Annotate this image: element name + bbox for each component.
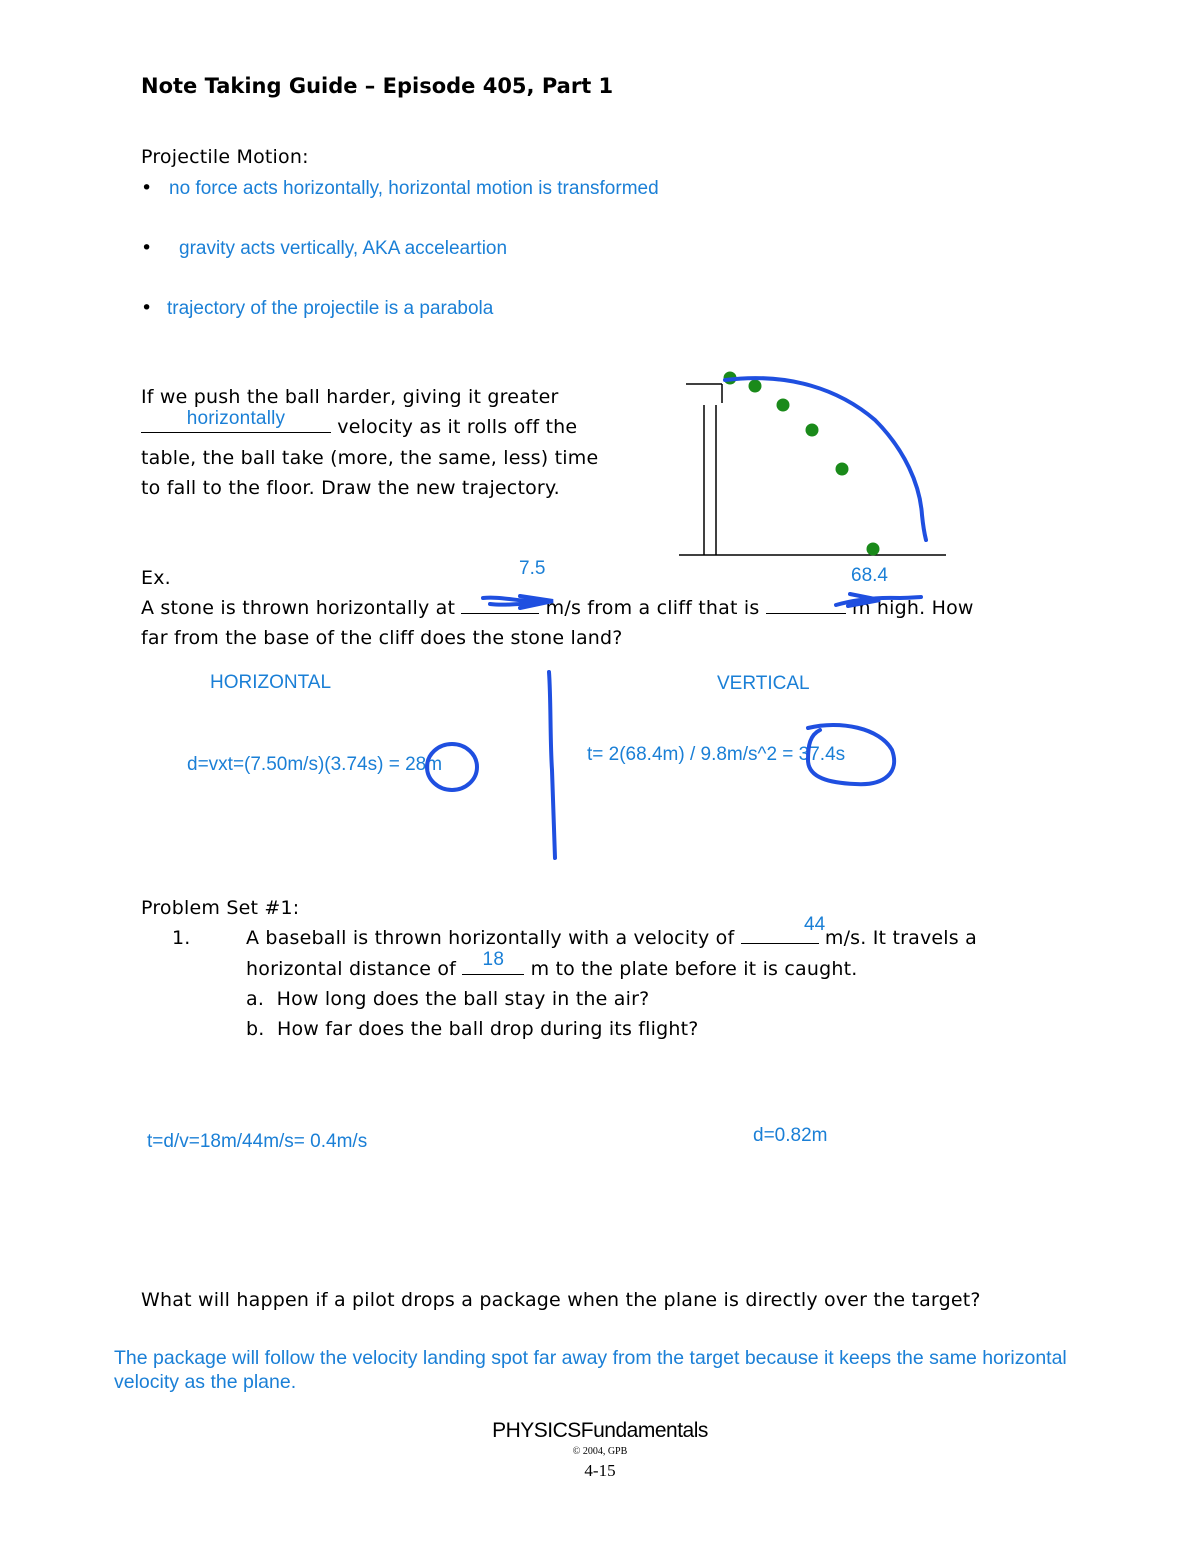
trajectory-dot [777,399,790,412]
bullet-2-text: gravity acts vertically, AKA acceleartion [179,238,508,259]
trajectory-dot [867,543,880,556]
vertical-work: t= 2(68.4m) / 9.8m/s^2 = 37.4s [587,744,846,765]
example-text-b: m/s from a cliff that is [545,597,760,619]
speed-scribble [483,596,553,608]
bullet-1-text: no force acts horizontally, horizontal motion is transformed [169,178,659,199]
trajectory-dots [724,372,880,556]
circle-horizontal-answer [427,744,477,790]
speed-answer: 7.5 [519,558,546,579]
pilot-answer-line-1: The package will follow the velocity landing spot far away from the target because it keeps the same horizontal [114,1347,1067,1369]
footer-page-number: 4-15 [584,1461,616,1480]
horizontally-answer: horizontally [186,408,286,429]
question-a-label: a. [246,988,265,1010]
bullet-symbol: • [141,237,153,259]
velocity-answer: 44 [804,914,826,935]
question-b-label: b. [246,1018,265,1040]
horizontal-work: d=vxt=(7.50m/s)(3.74s) = 28m [187,754,443,775]
problem-text-c: horizontal distance of [246,958,457,980]
problem-text-a: A baseball is thrown horizontally with a velocity of [246,927,735,949]
vertical-heading: VERTICAL [717,673,810,694]
footer-copyright: © 2004, GPB [572,1446,628,1457]
trajectory-dot [749,380,762,393]
push-line-4: to fall to the floor. Draw the new trajectory. [141,477,560,499]
footer-brand: PHYSICSFundamentals [492,1419,708,1442]
bullet-3-text: trajectory of the projectile is a parabola [167,298,494,319]
pilot-answer-line-2: velocity as the plane. [114,1371,297,1393]
distance-answer: 18 [482,949,505,970]
page-title: Note Taking Guide – Episode 405, Part 1 [141,74,614,98]
question-a-text: How long does the ball stay in the air? [276,988,650,1010]
question-b-text: How far does the ball drop during its flight? [277,1018,699,1040]
example-text-c: m high. How [851,597,974,619]
example-line-2: far from the base of the cliff does the stone land? [141,627,623,649]
circle-vertical-answer [808,725,894,784]
trajectory-dot [836,463,849,476]
example-text-a: A stone is thrown horizontally at [141,597,456,619]
problem-text-b: m/s. It travels a [824,927,977,949]
trajectory-dot [806,424,819,437]
horizontal-heading: HORIZONTAL [210,672,332,693]
height-scribble [836,594,921,606]
bullet-symbol: • [141,177,153,199]
bullet-symbol: • [141,297,153,319]
pilot-question: What will happen if a pilot drops a package when the plane is directly over the target? [141,1289,981,1311]
push-line-3: table, the ball take (more, the same, less) time [141,447,599,469]
section-heading-projectile: Projectile Motion: [141,146,309,168]
table-diagram [679,384,946,555]
push-line-2-rest: velocity as it rolls off the [337,416,578,438]
answer-a: t=d/v=18m/44m/s= 0.4m/s [147,1131,368,1152]
push-line-1: If we push the ball harder, giving it greater [141,386,559,408]
column-divider [549,672,555,858]
problem-number: 1. [172,927,191,949]
new-trajectory-curve [725,378,926,540]
answer-b: d=0.82m [753,1125,828,1146]
problem-set-heading: Problem Set #1: [141,897,300,919]
example-label: Ex. [141,567,171,589]
problem-text-d: m to the plate before it is caught. [530,958,858,980]
height-answer: 68.4 [851,565,888,586]
